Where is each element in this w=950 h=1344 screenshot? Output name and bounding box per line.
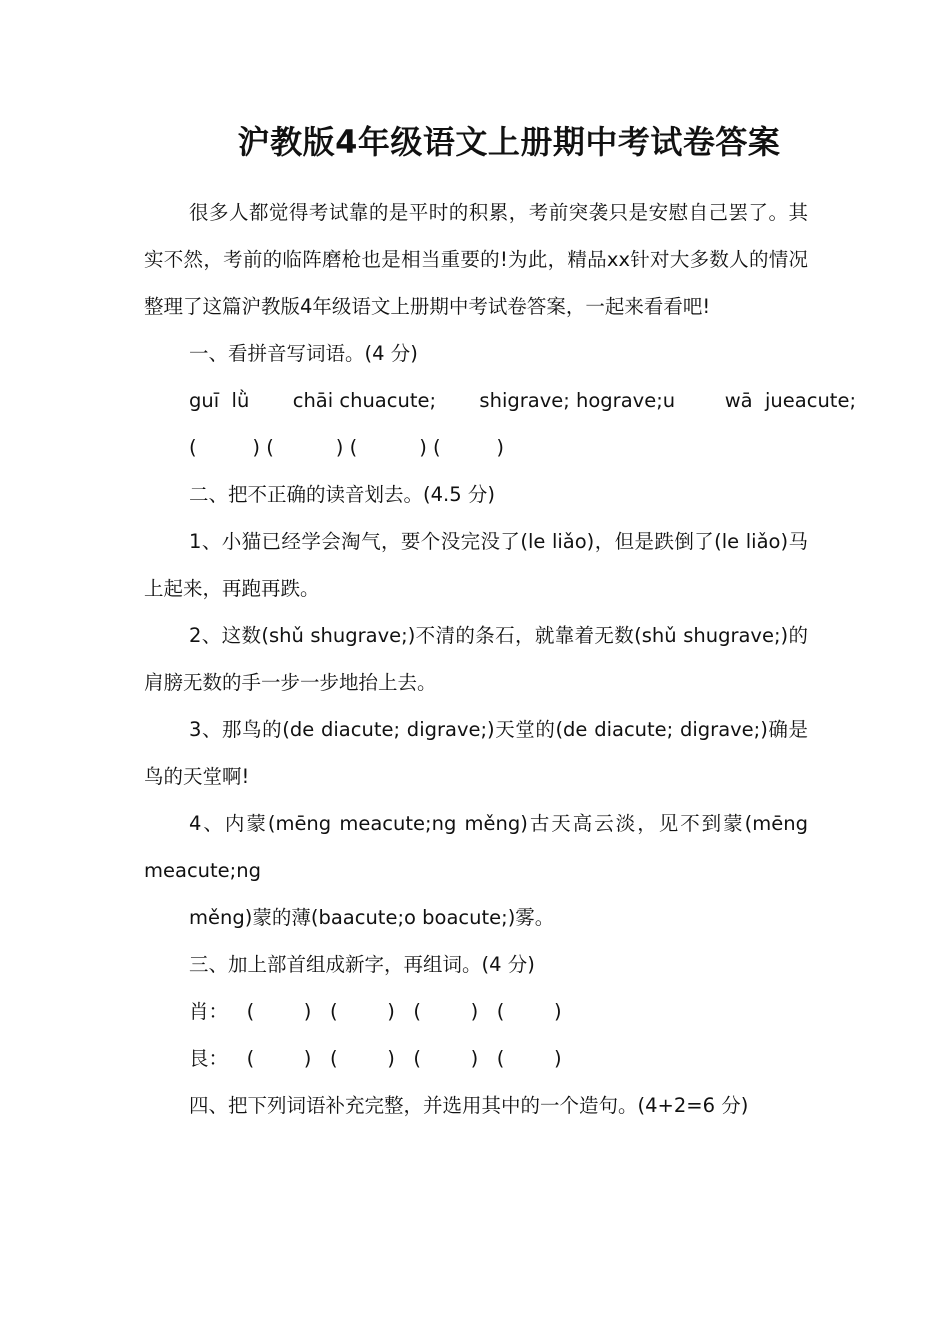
section1-answer-blanks: ( ) ( ) ( ) ( ) — [189, 436, 504, 459]
section1-heading: 一、看拼音写词语。(4 分) — [189, 342, 418, 365]
document-body — [144, 189, 857, 1129]
section2-item-3: 3、那鸟的(de diacute; digrave;)天堂的(de diacute; digrave;)确是鸟的天堂啊! — [144, 718, 808, 788]
section4-heading: 四、把下列词语补充完整，并选用其中的一个造句。(4+2=6 分) — [189, 1094, 749, 1117]
section1-pinyin-row: guī lǜ chāi chuacute; shigrave; hograve;u wā jueacute; — [189, 389, 857, 412]
section3-row-xiao: 肖： ( ) ( ) ( ) ( ) — [189, 1000, 562, 1023]
section2-item-1: 1、小猫已经学会淘气，要个没完没了(le liǎo)，但是跌倒了(le liǎo)马上起来，再跑再跌。 — [144, 530, 808, 600]
document-title: 沪教版4年级语文上册期中考试卷答案 — [237, 123, 781, 161]
section2-item-4: 4、内蒙(mēng meacute;ng měng)古天高云淡，见不到蒙(mēng meacute;ng — [144, 812, 808, 882]
section3-row-gen: 艮： ( ) ( ) ( ) ( ) — [189, 1047, 562, 1070]
section2-heading: 二、把不正确的读音划去。(4.5 分) — [189, 483, 495, 506]
section3-heading: 三、加上部首组成新字，再组词。(4 分) — [189, 953, 535, 976]
section2-item-2: 2、这数(shǔ shugrave;)不清的条石，就靠着无数(shǔ shugrave;)的肩膀无数的手一步一步地抬上去。 — [144, 624, 808, 694]
intro-paragraph: 很多人都觉得考试靠的是平时的积累，考前突袭只是安慰自己罢了。其实不然，考前的临阵磨枪也是相当重要的!为此，精品xx针对大多数人的情况整理了这篇沪教版4年级语文上册期中考试卷答案，一起来看看吧! — [144, 201, 808, 318]
section2-item-4-continuation: měng)蒙的薄(baacute;o boacute;)雾。 — [189, 906, 555, 929]
